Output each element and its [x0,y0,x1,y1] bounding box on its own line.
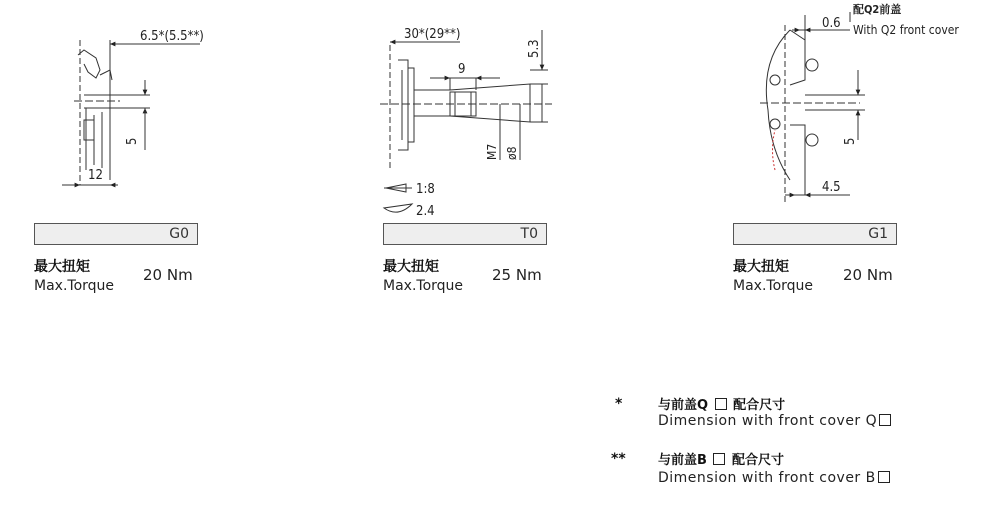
g1-torque-cn: 最大扭矩 [733,259,789,275]
t0-taper-ratio: 1:8 [416,182,435,197]
footnote-1-cn [658,394,785,413]
footnote-1-en-text: Dimension with front cover Q [658,413,878,429]
g0-dim-top: 6.5*(5.5**) [140,29,204,44]
g1-dim-top: 0.6 [822,16,841,31]
footnote-1-cn-prefix: 与前盖Q [658,398,709,413]
g1-drawing [760,12,865,205]
footnote-2-mark: ** [611,451,626,467]
t0-dim-vertical-top: 5.3 [527,39,542,58]
t0-torque-cn: 最大扭矩 [383,259,439,275]
footnote-2-cn-suffix: 配合尺寸 [731,453,784,468]
footnote-2-en [658,470,892,486]
g0-torque-en: Max.Torque [34,278,115,294]
t0-dim-top: 30*(29**) [404,27,461,42]
g0-torque-cn: 最大扭矩 [34,259,90,275]
g0-drawing [62,40,200,185]
t0-dim-thread: M7 [485,143,499,160]
g0-dim-bottom: 12 [88,168,103,183]
footnote-2-cn [658,449,784,468]
footnote-1-mark: * [615,396,623,412]
t0-torque-value: 25 Nm [492,266,542,284]
empty-box-icon [879,414,891,426]
g0-code-bar: G0 [34,223,198,245]
footnote-2-en-text: Dimension with front cover B [658,470,876,486]
t0-key-size: 2.4 [416,204,435,219]
empty-box-icon [878,471,890,483]
t0-dim-diameter: ø8 [505,146,519,160]
footnote-2-cn-prefix: 与前盖B [658,453,707,468]
g1-callout-en: With Q2 front cover [853,23,959,37]
taper-icon [384,184,412,192]
g1-callout-cn: 配Q2前盖 [853,3,902,16]
empty-box-icon [715,398,727,410]
g0-dim-right: 5 [125,137,140,145]
t0-code-bar: T0 [383,223,547,245]
empty-box-icon [713,453,725,465]
key-icon [384,204,412,212]
footnote-1-en [658,413,893,429]
t0-dim-inner: 9 [458,62,466,77]
g1-torque-en: Max.Torque [733,278,814,294]
footnote-1-cn-suffix: 配合尺寸 [733,398,786,413]
g1-code-bar: G1 [733,223,897,245]
g1-dim-right: 5 [843,137,858,145]
g0-torque-value: 20 Nm [143,266,193,284]
g1-dim-bottom: 4.5 [822,180,841,195]
t0-torque-en: Max.Torque [383,278,464,294]
g1-torque-value: 20 Nm [843,266,893,284]
